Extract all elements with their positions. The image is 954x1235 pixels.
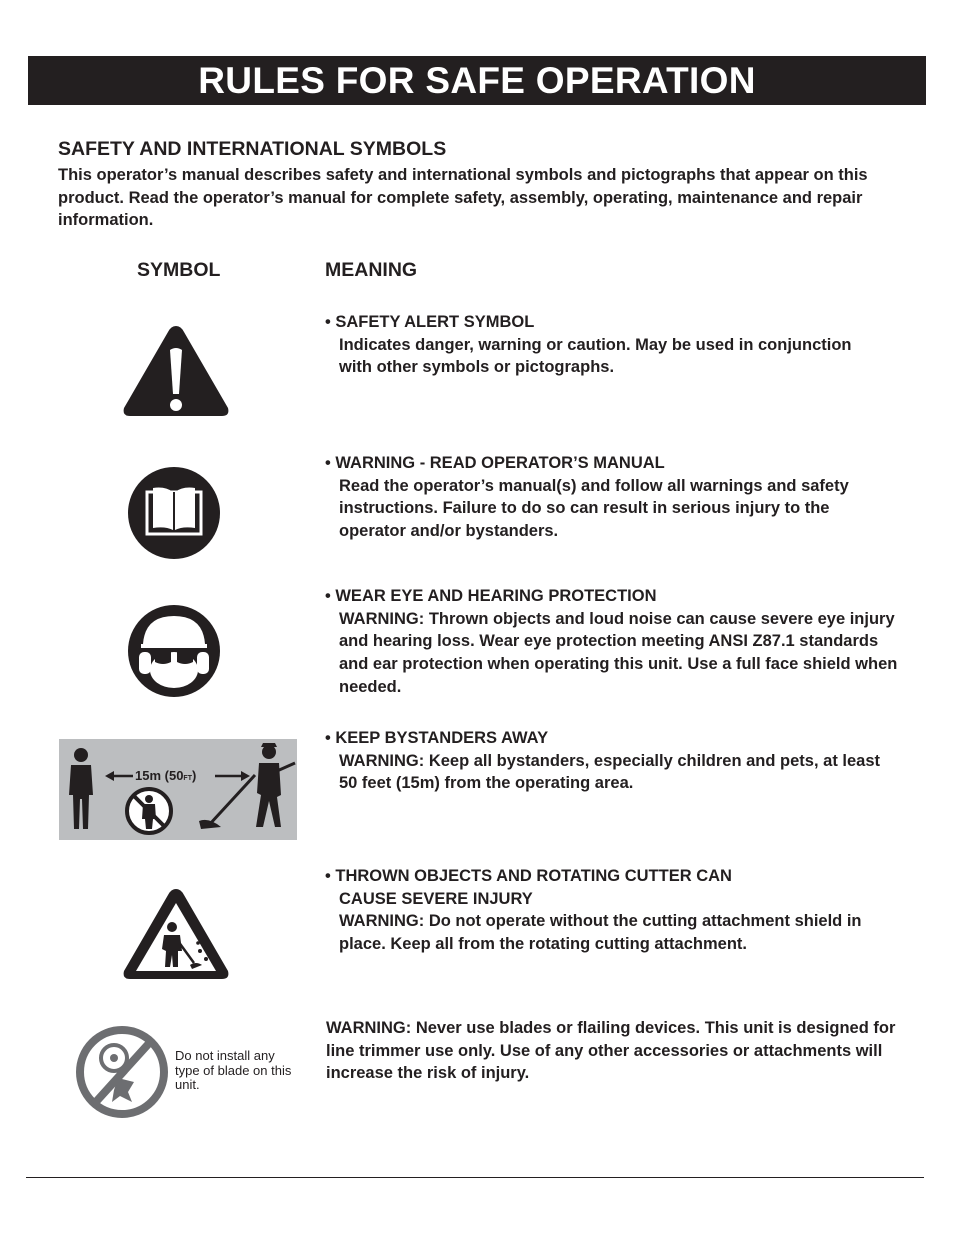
entry-no-blade	[326, 1017, 896, 1085]
entry-body: WARNING: Keep all bystanders, especially children and pets, at least 50 feet (15m) from the operating area.	[339, 751, 881, 793]
keep-bystanders-away-icon	[59, 739, 297, 840]
title-bar	[28, 56, 926, 105]
page-title: RULES FOR SAFE OPERATION	[198, 60, 756, 101]
intro-paragraph: This operator’s manual describes safety and international symbols and pictographs that appear on this product. Read the operator’s manual for complete safety, assembly, operating, maintenance and repair information.	[58, 166, 868, 229]
entry-read-manual	[325, 452, 885, 543]
entry-body: WARNING: Do not operate without the cutting attachment shield in place. Keep all from the rotating cutting attachment.	[339, 912, 862, 954]
entry-body: WARNING: Never use blades or flailing devices. This unit is designed for line trimmer use only. Use of any other accessories or attachments will increase the risk of injury.	[326, 1019, 896, 1083]
entry-title: • KEEP BYSTANDERS AWAY	[325, 729, 549, 747]
entry-title: • THROWN OBJECTS AND ROTATING CUTTER CAN	[325, 867, 732, 885]
entry-title: • WARNING - READ OPERATOR’S MANUAL	[325, 454, 665, 472]
entry-body: Indicates danger, warning or caution. May be used in conjunction with other symbols or pictographs.	[339, 335, 852, 377]
entry-safety-alert	[325, 311, 885, 379]
no-blade-note: Do not install any type of blade on this unit.	[175, 1048, 292, 1092]
eye-hearing-protection-icon	[127, 604, 221, 698]
entry-body: Read the operator’s manual(s) and follow all warnings and safety instructions. Failure to do so can result in serious injury to the operator and/or bystanders.	[339, 476, 849, 541]
symbol-column-heading: SYMBOL	[137, 259, 221, 281]
no-blade-icon	[74, 1024, 170, 1120]
entry-body: WARNING: Thrown objects and loud noise can cause severe eye injury and hearing loss. Wear eye protection meeting ANSI Z87.1 standards and ear protection when operating this unit. Use a full face shield when needed.	[339, 609, 898, 696]
entry-title-continued: CAUSE SEVERE INJURY	[339, 889, 533, 908]
distance-label: 15m (50FT)	[135, 768, 197, 783]
entry-eye-hearing	[325, 585, 900, 699]
entry-title: • WEAR EYE AND HEARING PROTECTION	[325, 587, 657, 605]
section-heading: SAFETY AND INTERNATIONAL SYMBOLS	[58, 138, 447, 160]
entry-title: • SAFETY ALERT SYMBOL	[325, 313, 535, 331]
read-manual-icon	[127, 466, 221, 560]
entry-keep-bystanders	[325, 727, 900, 795]
footer-divider	[26, 1177, 924, 1178]
meaning-column-heading: MEANING	[325, 259, 418, 281]
thrown-objects-icon	[120, 885, 232, 981]
safety-alert-icon	[120, 322, 232, 418]
entry-thrown-objects	[325, 865, 905, 956]
